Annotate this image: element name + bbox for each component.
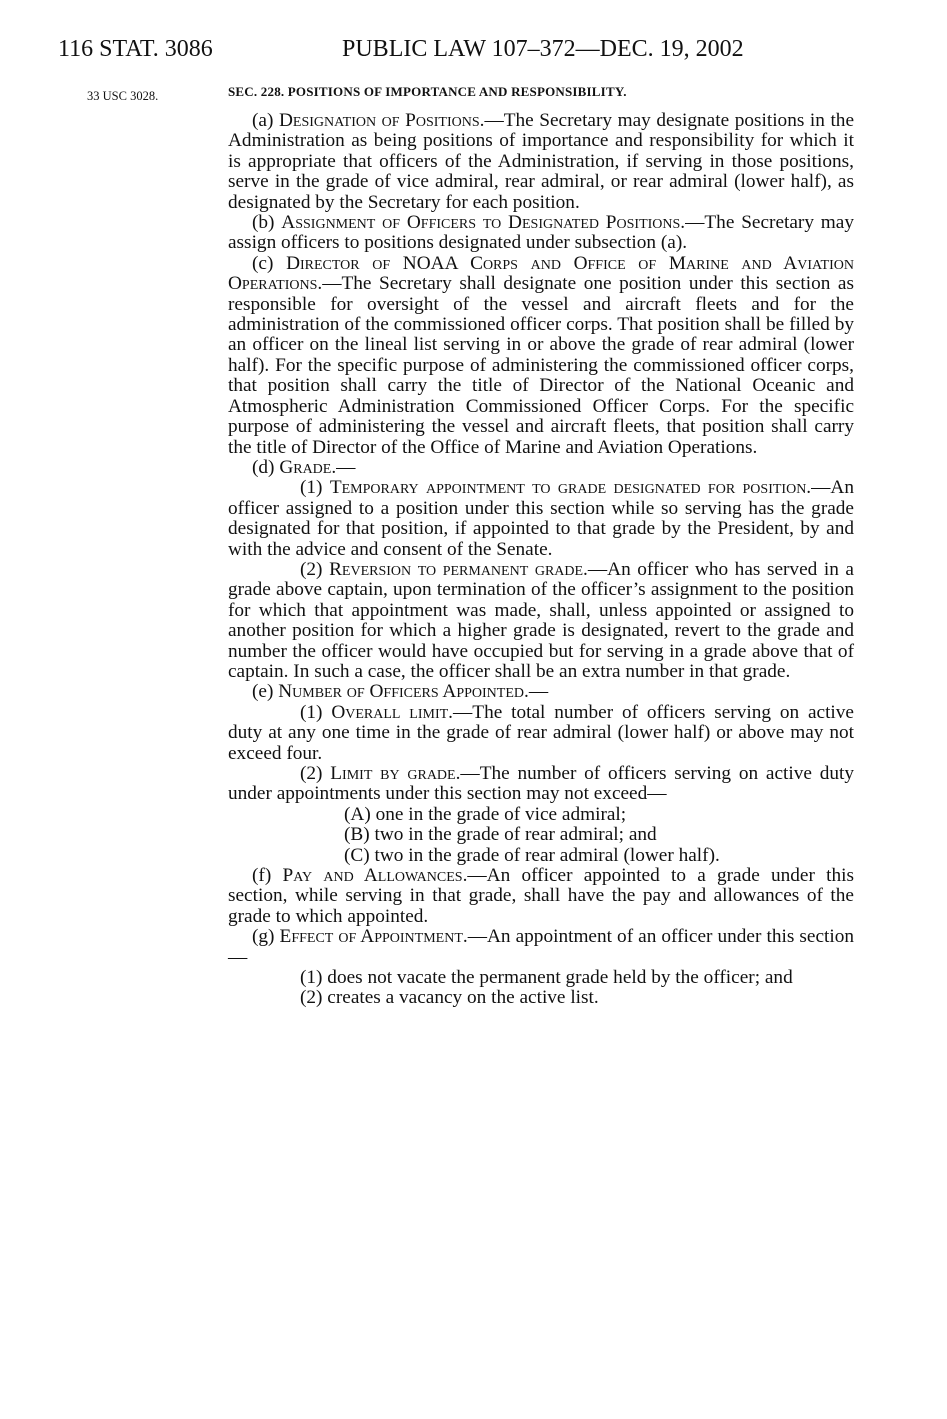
subsection-b-label: (b) <box>252 212 275 234</box>
subsection-a <box>228 111 854 213</box>
subsection-e-heading: Number of Officers Appointed. <box>278 681 529 703</box>
subsection-c-text: —The Secretary shall designate one position under this section as responsible for oversight of the vessel and aircraft fleets and for the administration of the commissioned officer corps. That position shall be filled by an officer on the lineal list serving in or above the grade of rear admiral (lower half). For the specific purpose of administering the commissioned officer corps, that position shall carry the title of Director of the National Oceanic and Atmospheric Administration Commissioned Officer Corps. For the specific purpose of administering the vessel and aircraft fleets, that position shall carry the title of Director of the Office of Marine and Aviation Operations. <box>228 273 854 458</box>
paragraph-e1-text: —The total number of officers serving on active duty at any one time in the grade of rear admiral (lower half) or above may not exceed four. <box>228 701 854 764</box>
subsection-a-label: (a) <box>252 110 274 131</box>
subsection-g <box>228 927 854 968</box>
paragraph-e1-heading: Overall limit. <box>331 701 454 723</box>
subsection-c-label: (c) <box>252 252 274 274</box>
paragraph-d2-text: —An officer who has served in a grade above captain, upon termination of the officer’s assignment to the position for which that appointment was made, shall, unless appointed or assigned to another position for which a higher grade is designated, revert to the grade and number the officer would have occupied but for serving in a grade above that of captain. In such a case, the officer shall be an extra number in that grade. <box>228 558 854 682</box>
paragraph-e1-label: (1) <box>300 701 323 723</box>
subsection-g-text: —An appointment of an officer under this section— <box>228 926 854 968</box>
subsection-f-heading: Pay and Allowances. <box>282 865 468 887</box>
subsection-f-label: (f) <box>252 865 272 887</box>
subsection-b-heading: Assignment of Officers to Designated Positions. <box>281 212 686 234</box>
paragraph-d2-label: (2) <box>300 558 323 580</box>
list-item-e2-c: (C) two in the grade of rear admiral (lower half). <box>344 844 720 866</box>
subsection-g-heading: Effect of Appointment. <box>279 926 468 948</box>
paragraph-e2-heading: Limit by grade. <box>330 763 461 784</box>
list-item-g-2: (2) creates a vacancy on the active list. <box>300 987 599 1009</box>
page-header <box>58 34 858 68</box>
list-item-e2-b: (B) two in the grade of rear admiral; and <box>344 824 657 846</box>
subsection-c-heading: Director of NOAA Corps and Office of Marine and Aviation Operations. <box>228 252 854 295</box>
public-law-reference: PUBLIC LAW 107–372—DEC. 19, 2002 <box>342 36 744 62</box>
subsection-g-label: (g) <box>252 926 275 948</box>
paragraph-e2-label: (2) <box>300 763 323 784</box>
paragraph-e2 <box>228 764 854 805</box>
subsection-e-label: (e) <box>252 681 274 703</box>
subsection-c <box>228 254 854 458</box>
list-item-g-1: (1) does not vacate the permanent grade held by the officer; and <box>300 967 793 989</box>
subsection-d-text: — <box>336 456 356 478</box>
subsection-d-label: (d) <box>252 456 275 478</box>
subsection-a-text: —The Secretary may designate positions in the Administration as being positions of importance and responsibility for which it is appropriate that officers of the Administration, if serving in those positions, serve in the grade of vice admiral, rear admiral, or rear admiral (lower half), as designated by the Secretary for each position. <box>228 110 854 213</box>
subsection-b-text: —The Secretary may assign officers to positions designated under subsection (a). <box>228 212 854 254</box>
usc-margin-note: 33 USC 3028. <box>87 89 159 103</box>
paragraph-d1 <box>228 478 854 560</box>
subsection-d-heading: Grade. <box>279 456 337 478</box>
subsection-e-text: — <box>528 681 549 703</box>
paragraph-e2-text: —The number of officers serving on active duty under appointments under this section may not exceed— <box>228 763 854 805</box>
paragraph-d1-label: (1) <box>300 477 323 499</box>
section-title: SEC. 228. POSITIONS OF IMPORTANCE AND RESPONSIBILITY. <box>228 84 627 99</box>
subsection-d <box>228 458 854 478</box>
subsection-e <box>228 682 854 702</box>
paragraph-d2-heading: Reversion to permanent grade. <box>329 558 588 580</box>
subsection-b <box>228 213 854 254</box>
paragraph-e1 <box>228 703 854 764</box>
paragraph-d2 <box>228 560 854 682</box>
subsection-a-heading: Designation of Positions. <box>278 110 485 131</box>
statute-reference: 116 STAT. 3086 <box>58 36 213 62</box>
subsection-f <box>228 866 854 927</box>
list-item-e2-a: (A) one in the grade of vice admiral; <box>344 803 627 825</box>
subsection-f-text: —An officer appointed to a grade under this section, while serving in that grade, shall have the pay and allowances of the grade to which appointed. <box>228 865 854 927</box>
paragraph-d1-text: —An officer assigned to a position under this section while so serving has the grade designated for that position, if appointed to that grade by the President, by and with the advice and consent of the Senate. <box>228 477 854 560</box>
section-body <box>228 83 854 1009</box>
paragraph-d1-heading: Temporary appointment to grade designated for position. <box>329 477 812 499</box>
